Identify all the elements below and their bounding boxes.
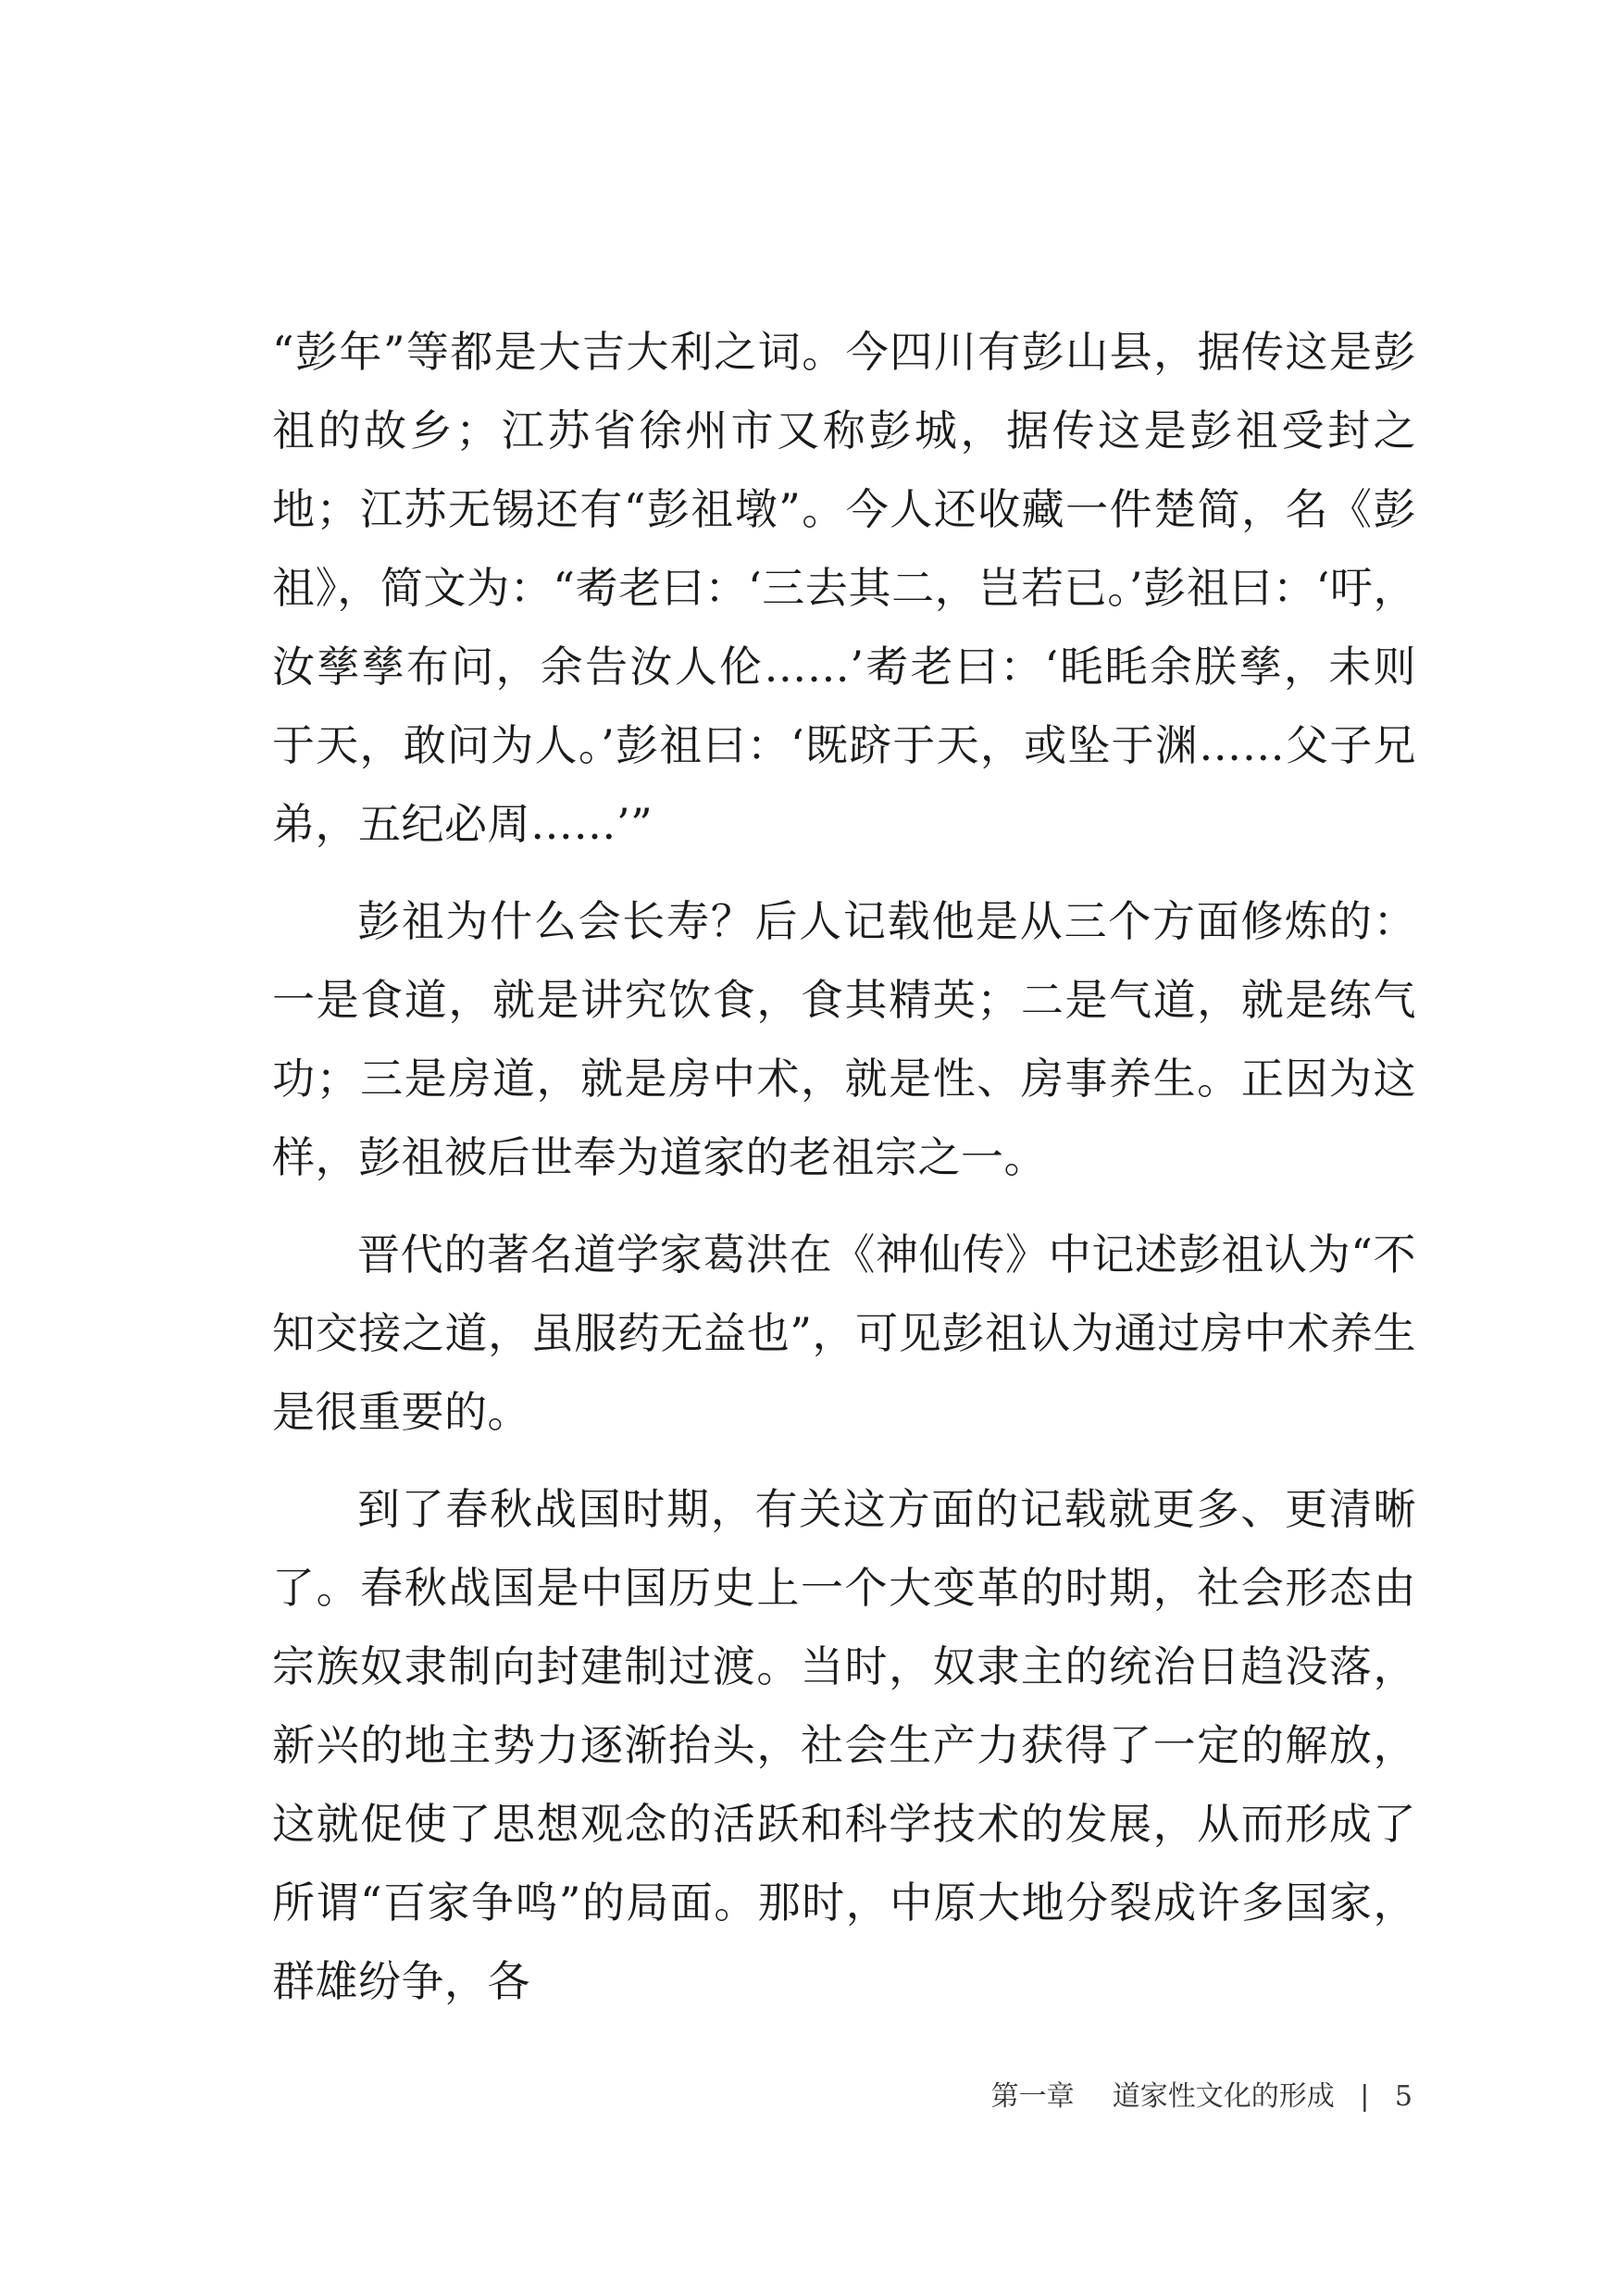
paragraph-pengzu-longevity: 彭祖为什么会长寿？后人记载他是从三个方面修炼的：一是食道，就是讲究饮食，食其精英；二是气道，就是练气功；三是房道，就是房中术，就是性、房事养生。正因为这样，彭祖被后世奉为道家的老祖宗之一。 — [272, 896, 1416, 1182]
paragraph-gehong: 晋代的著名道学家葛洪在《神仙传》中记述彭祖认为“不知交接之道，虽服药无益也”，可见彭祖认为通过房中术养生是很重要的。 — [272, 1229, 1416, 1437]
footer-chapter-title: 道家性文化的形成 — [1112, 2080, 1335, 2113]
footer-chapter: 第一章 — [990, 2080, 1075, 2113]
page-footer — [991, 2078, 1413, 2115]
body-text — [272, 313, 1416, 2021]
paragraph-spring-autumn: 到了春秋战国时期，有关这方面的记载就更多、更清晰了。春秋战国是中国历史上一个大变革的时期，社会形态由宗族奴隶制向封建制过渡。当时，奴隶主的统治日趋没落，新兴的地主势力逐渐抬头，社会生产力获得了一定的解放，这就促使了思想观念的活跃和科学技术的发展，从而形成了所谓“百家争鸣”的局面。那时，中原大地分裂成许多国家，群雄纷争，各 — [272, 1484, 1416, 2006]
page-number: 5 — [1394, 2080, 1413, 2113]
footer-separator: | — [1360, 2080, 1370, 2113]
paragraph-continued: “彭年”等都是大吉大利之词。今四川有彭山县，据传这是彭祖的故乡；江苏省徐州市又称彭城，据传这是彭祖受封之地；江苏无锡还有“彭祖墩”。今人还收藏一件楚简，名《彭祖》，简文为：“耇老曰：‘三去其二，岂若已。’彭祖曰：‘吁，汝孳孳布问，余告汝人伦……’耇老曰：‘眊眊余朕孳，未则于天，敢问为人。’彭祖曰：‘既跻于天，或坠于渊……父子兄弟，五纪必周……’” — [272, 327, 1416, 849]
